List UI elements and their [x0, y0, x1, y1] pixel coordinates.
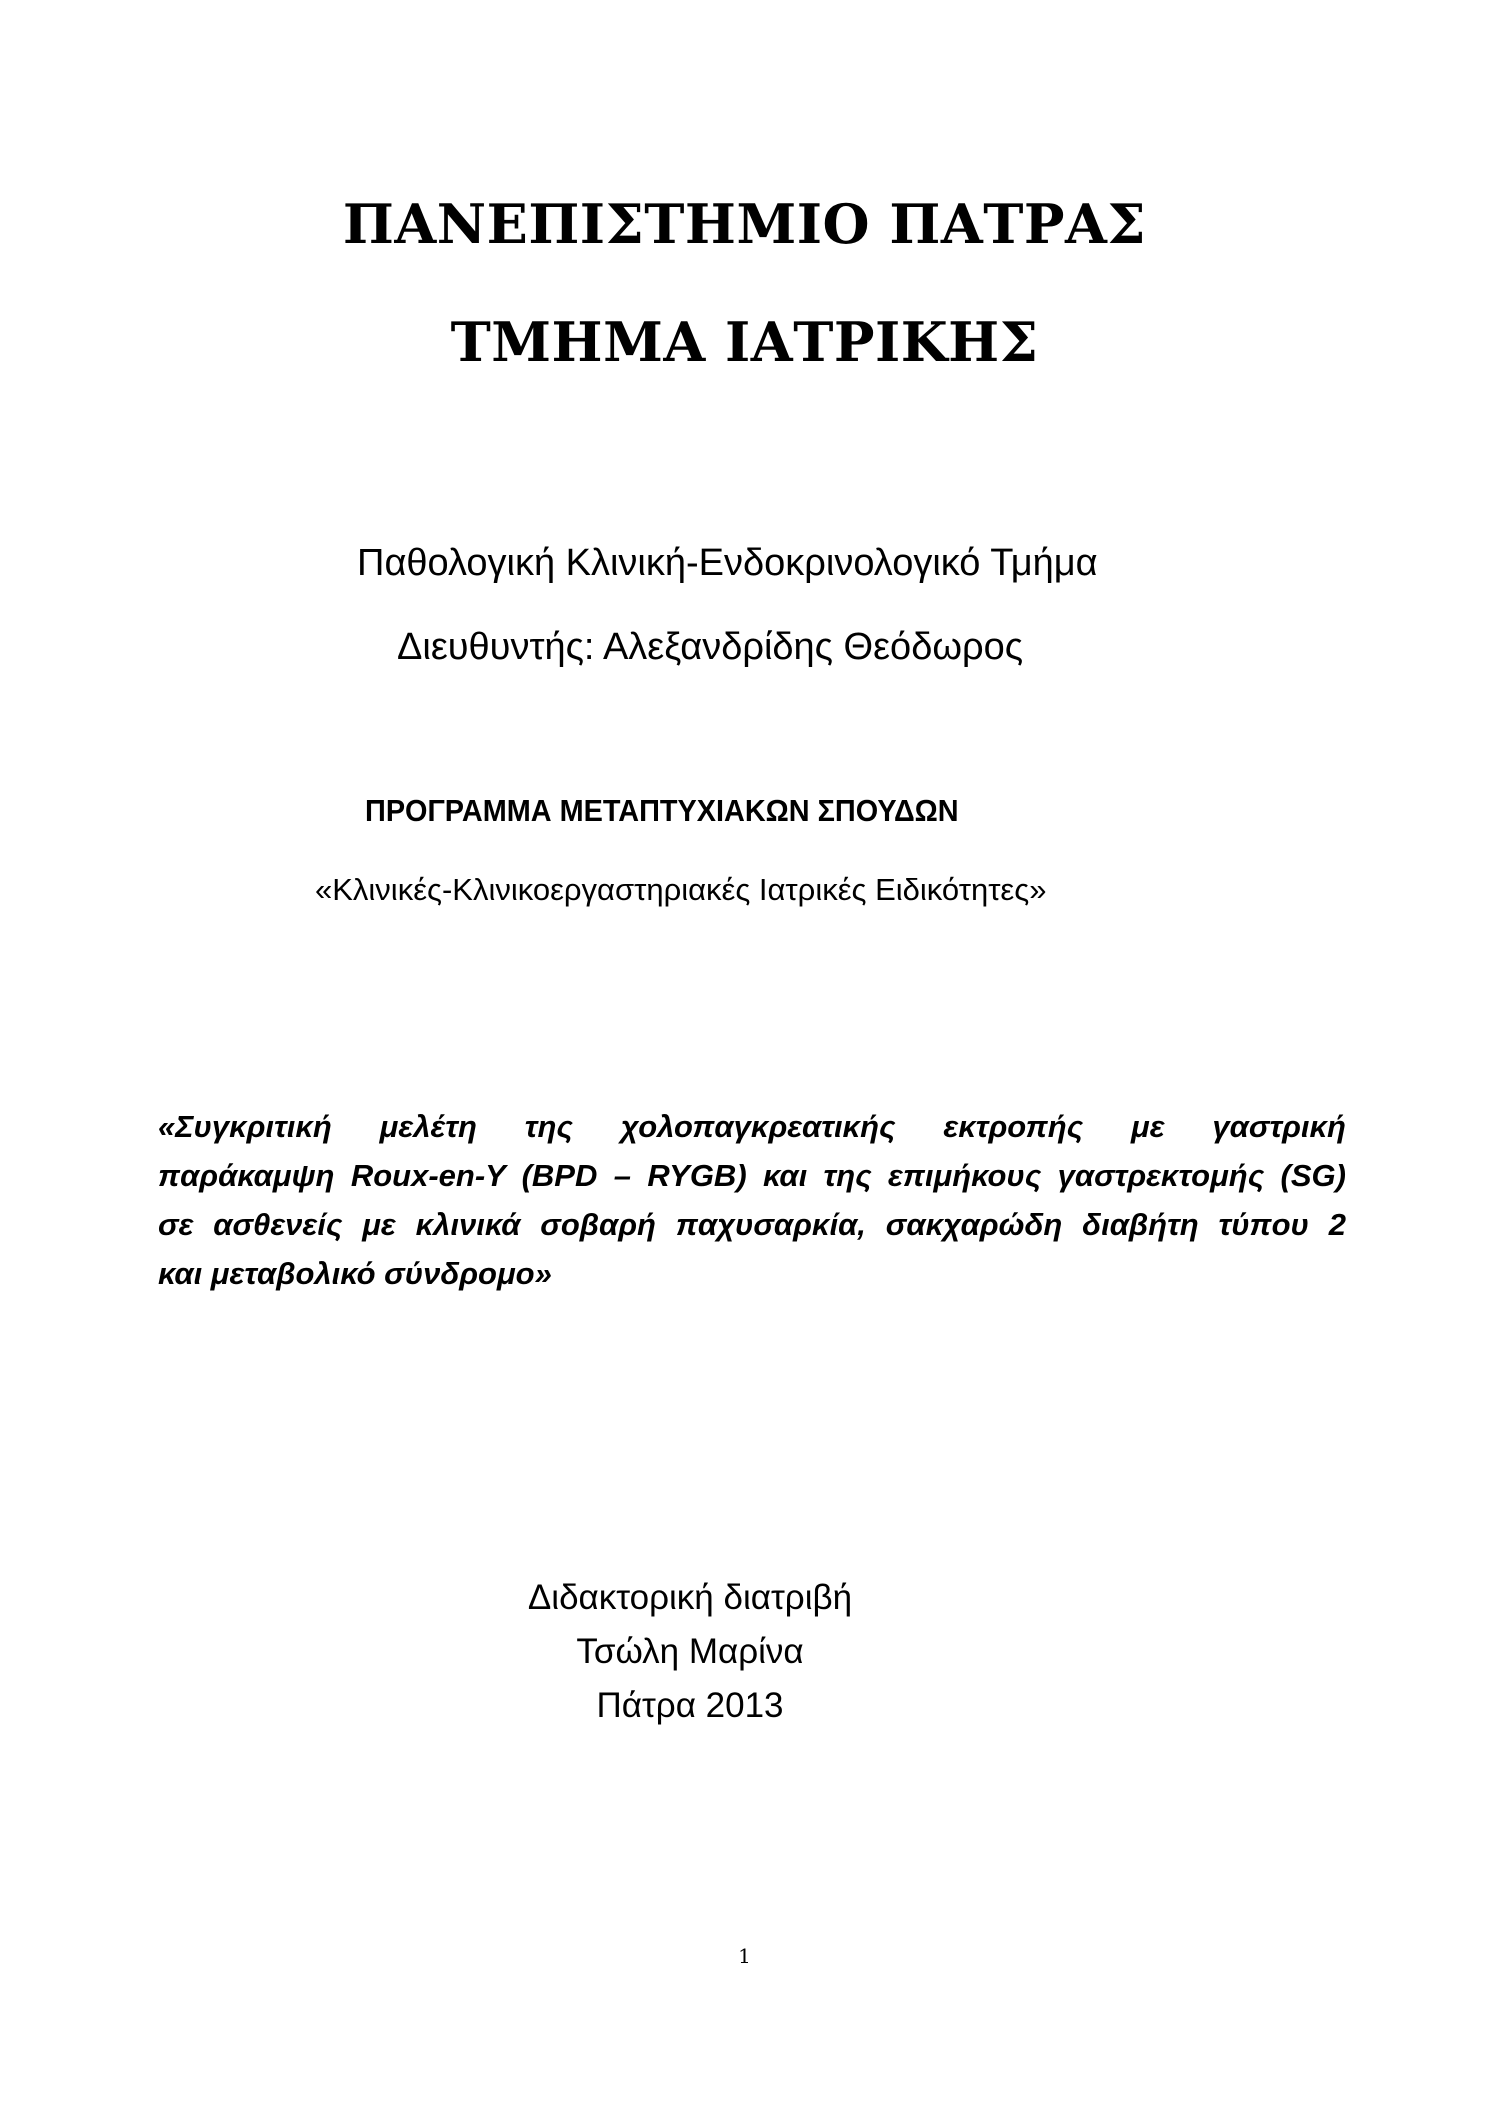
place-year: Πάτρα 2013: [596, 1686, 784, 1725]
page-number: 1: [738, 1944, 751, 1968]
document-type: Διδακτορική διατριβή: [527, 1578, 853, 1617]
university-title: ΠΑΝΕΠΙΣΤΗΜΙΟ ΠΑΤΡΑΣ: [342, 192, 1147, 256]
department-title: ΤΜΗΜΑ ΙΑΤΡΙΚΗΣ: [450, 310, 1039, 374]
thesis-title: [158, 1102, 1346, 1298]
thesis-title-line: «Συγκριτική μελέτη της χολοπαγκρεατικής εκτροπής με γαστρική: [158, 1109, 1346, 1144]
program-title: ΠΡΟΓΡΑΜΜΑ ΜΕΤΑΠΤΥΧΙΑΚΩΝ ΣΠΟΥΔΩΝ: [365, 793, 959, 828]
thesis-title-line: και μεταβολικό σύνδρομο»: [158, 1256, 552, 1291]
thesis-title-line: σε ασθενείς με κλινικά σοβαρή παχυσαρκία, σακχαρώδη διαβήτη τύπου 2: [158, 1207, 1346, 1242]
clinic-name: Παθολογική Κλινική-Ενδοκρινολογικό Τμήμα: [357, 542, 1098, 584]
author-name: Τσώλη Μαρίνα: [576, 1632, 804, 1671]
program-subtitle: «Κλινικές-Κλινικοεργαστηριακές Ιατρικές Ειδικότητες»: [315, 872, 1047, 907]
thesis-title-line: παράκαμψη Roux-en-Y (BPD – RYGB) και της επιμήκους γαστρεκτομής (SG): [158, 1158, 1346, 1193]
clinic-director: Διευθυντής: Αλεξανδρίδης Θεόδωρος: [397, 626, 1024, 668]
